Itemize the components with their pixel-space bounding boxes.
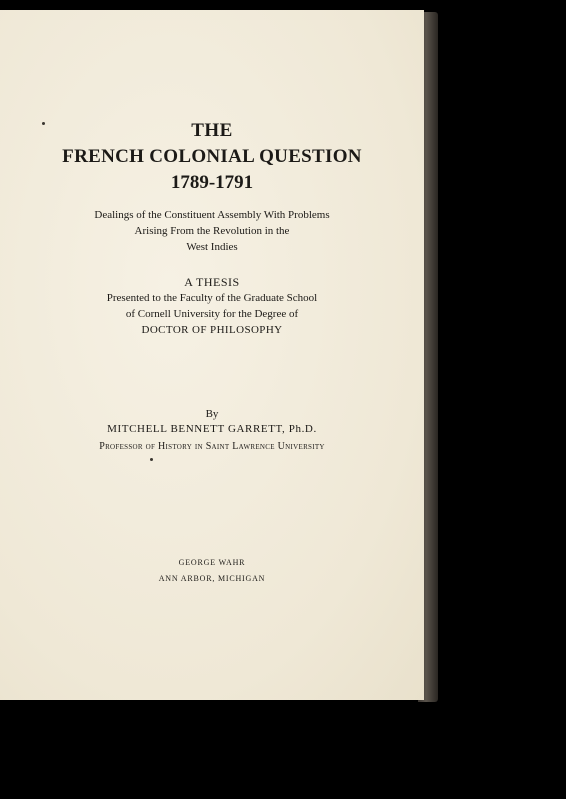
- thesis-degree: DOCTOR OF PHILOSOPHY: [141, 324, 283, 336]
- title-line-1: THE: [191, 120, 233, 141]
- title-page-content: [0, 10, 424, 700]
- author-name: MITCHELL BENNETT GARRETT, Ph.D.: [107, 423, 317, 435]
- subtitle-line-1: Dealings of the Constituent Assembly With Problems: [94, 209, 330, 221]
- publisher-place: ANN ARBOR, MICHIGAN: [158, 574, 266, 583]
- subtitle-line-3: West Indies: [186, 241, 238, 253]
- thesis-heading: A THESIS: [184, 275, 240, 289]
- subtitle-line-2: Arising From the Revolution in the: [134, 225, 290, 237]
- thesis-line-2: of Cornell University for the Degree of: [125, 308, 299, 320]
- author-by: By: [205, 408, 219, 420]
- paper-speck: [150, 458, 153, 461]
- title-page: [0, 10, 424, 700]
- author-position: Professor of History in Saint Lawrence University: [99, 441, 325, 452]
- title-years: 1789-1791: [170, 172, 254, 193]
- thesis-line-1: Presented to the Faculty of the Graduate School: [106, 292, 318, 304]
- title-line-2: FRENCH COLONIAL QUESTION: [62, 146, 362, 167]
- publisher-name: GEORGE WAHR: [178, 558, 246, 567]
